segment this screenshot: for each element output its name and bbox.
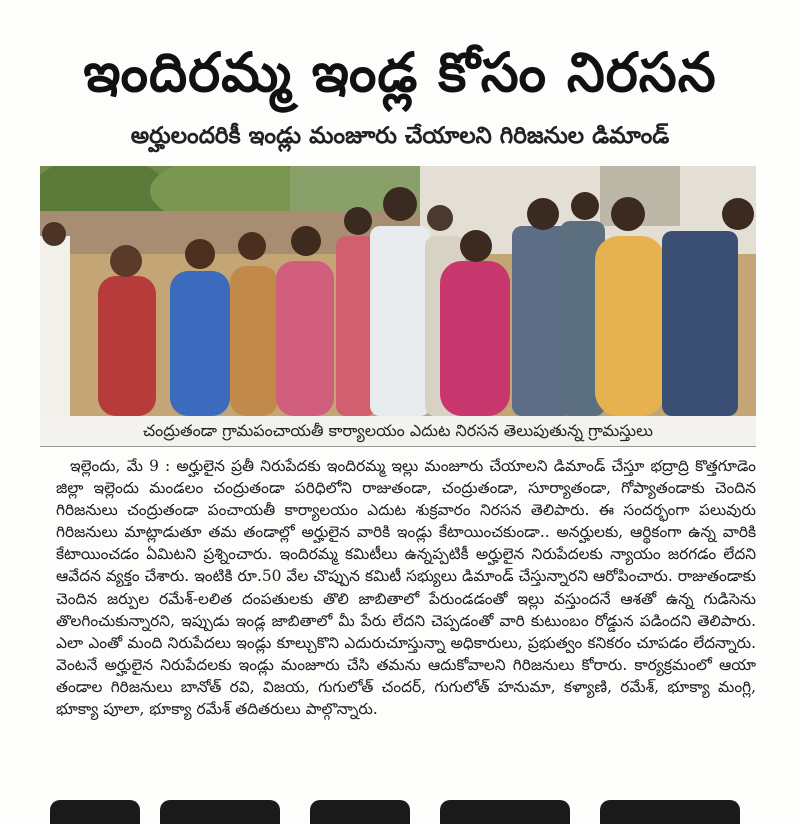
photo-caption: చంద్రుతండా గ్రామపంచాయతీ కార్యాలయం ఎదుట నిరసన తెలుపుతున్న గ్రామస్తులు (40, 416, 756, 447)
subheadline: అర్హులందరికీ ఇండ్లు మంజూరు చేయాలని గిరిజనుల డిమాండ్ (130, 123, 670, 149)
article-body: ఇల్లెందు, మే 9 : అర్హులైన ప్రతీ నిరుపేదకు ఇందిరమ్మ ఇల్లు మంజూరు చేయాలని డిమాండ్ చేస్తూ భద్రాద్రి కొత్తగూడెం జిల్లా ఇల్లెందు మండలం చంద్రుతండా పరిధిలోని రాజుతండా, చంద్రుతండా, సూర్యాతండా, గోప్యాతండాకు చెందిన గిరిజనులు చంద్రుతండా పంచాయతీ కార్యాలయం ఎదుట శుక్రవారం నిరసన తెలిపారు. ఈ సందర్భంగా పలువురు గిరిజనులు మాట్లాడుతూ తమ తండాల్లో అర్హులైన వారికి ఇండ్లు కేటాయించకుండా.. అనర్హులకు, ఆర్థికంగా ఉన్న వారికి కేటాయించడం ఏమిటని ప్రశ్నించారు. ఇందిరమ్మ కమిటీలు ఉన్నప్పటికీ అర్హులైన నిరుపేదలకు న్యాయం జరగడం లేదని ఆవేదన వ్యక్తం చేశారు. ఇంటికి రూ.50 వేల చొప్పున కమిటీ సభ్యులు డిమాండ్ చేస్తున్నారని ఆరోపించారు. రాజుతండాకు చెందిన జర్పుల రమేశ్-లలిత దంపతులకు తొలి జాబితాలో పేరుండడంతో ఇల్లు వస్తుందనే ఆశతో ఉన్న గుడిసెను తొలగించుకున్నారని, ఇప్పుడు ఇండ్ల జాబితాలో మీ పేరు లేదని చెప్పడంతో వారి కుటుంబం రోడ్డున పడిందని తెలిపారు. ఎలా ఎంతో మంది నిరుపేదలు ఇండ్లు కూల్చుకొని ఎదురుచూస్తున్నా అధికారులు, ప్రభుత్వం కనికరం చూపడం లేదన్నారు. వెంటనే అర్హులైన నిరుపేదలకు ఇండ్లు మంజూరు చేసి తమను ఆదుకోవాలని గిరిజనులు కోరారు. కార్యక్రమంలో ఆయా తండాల గిరిజనులు బానోత్ రవి, విజయ, గుగులోత్ చందర్, గుగులోత్ హనుమా, కళ్యాణి, రమేశ్, భూక్యా మంగ్లి, భూక్యా పూలా, భూక్యా రమేశ్ తదితరులు పాల్గొన్నారు. (56, 457, 756, 719)
headline: ఇందిరమ్మ ఇండ్ల కోసం నిరసన (83, 41, 717, 104)
news-photo (40, 166, 756, 416)
next-article-headline-stub (40, 784, 760, 824)
